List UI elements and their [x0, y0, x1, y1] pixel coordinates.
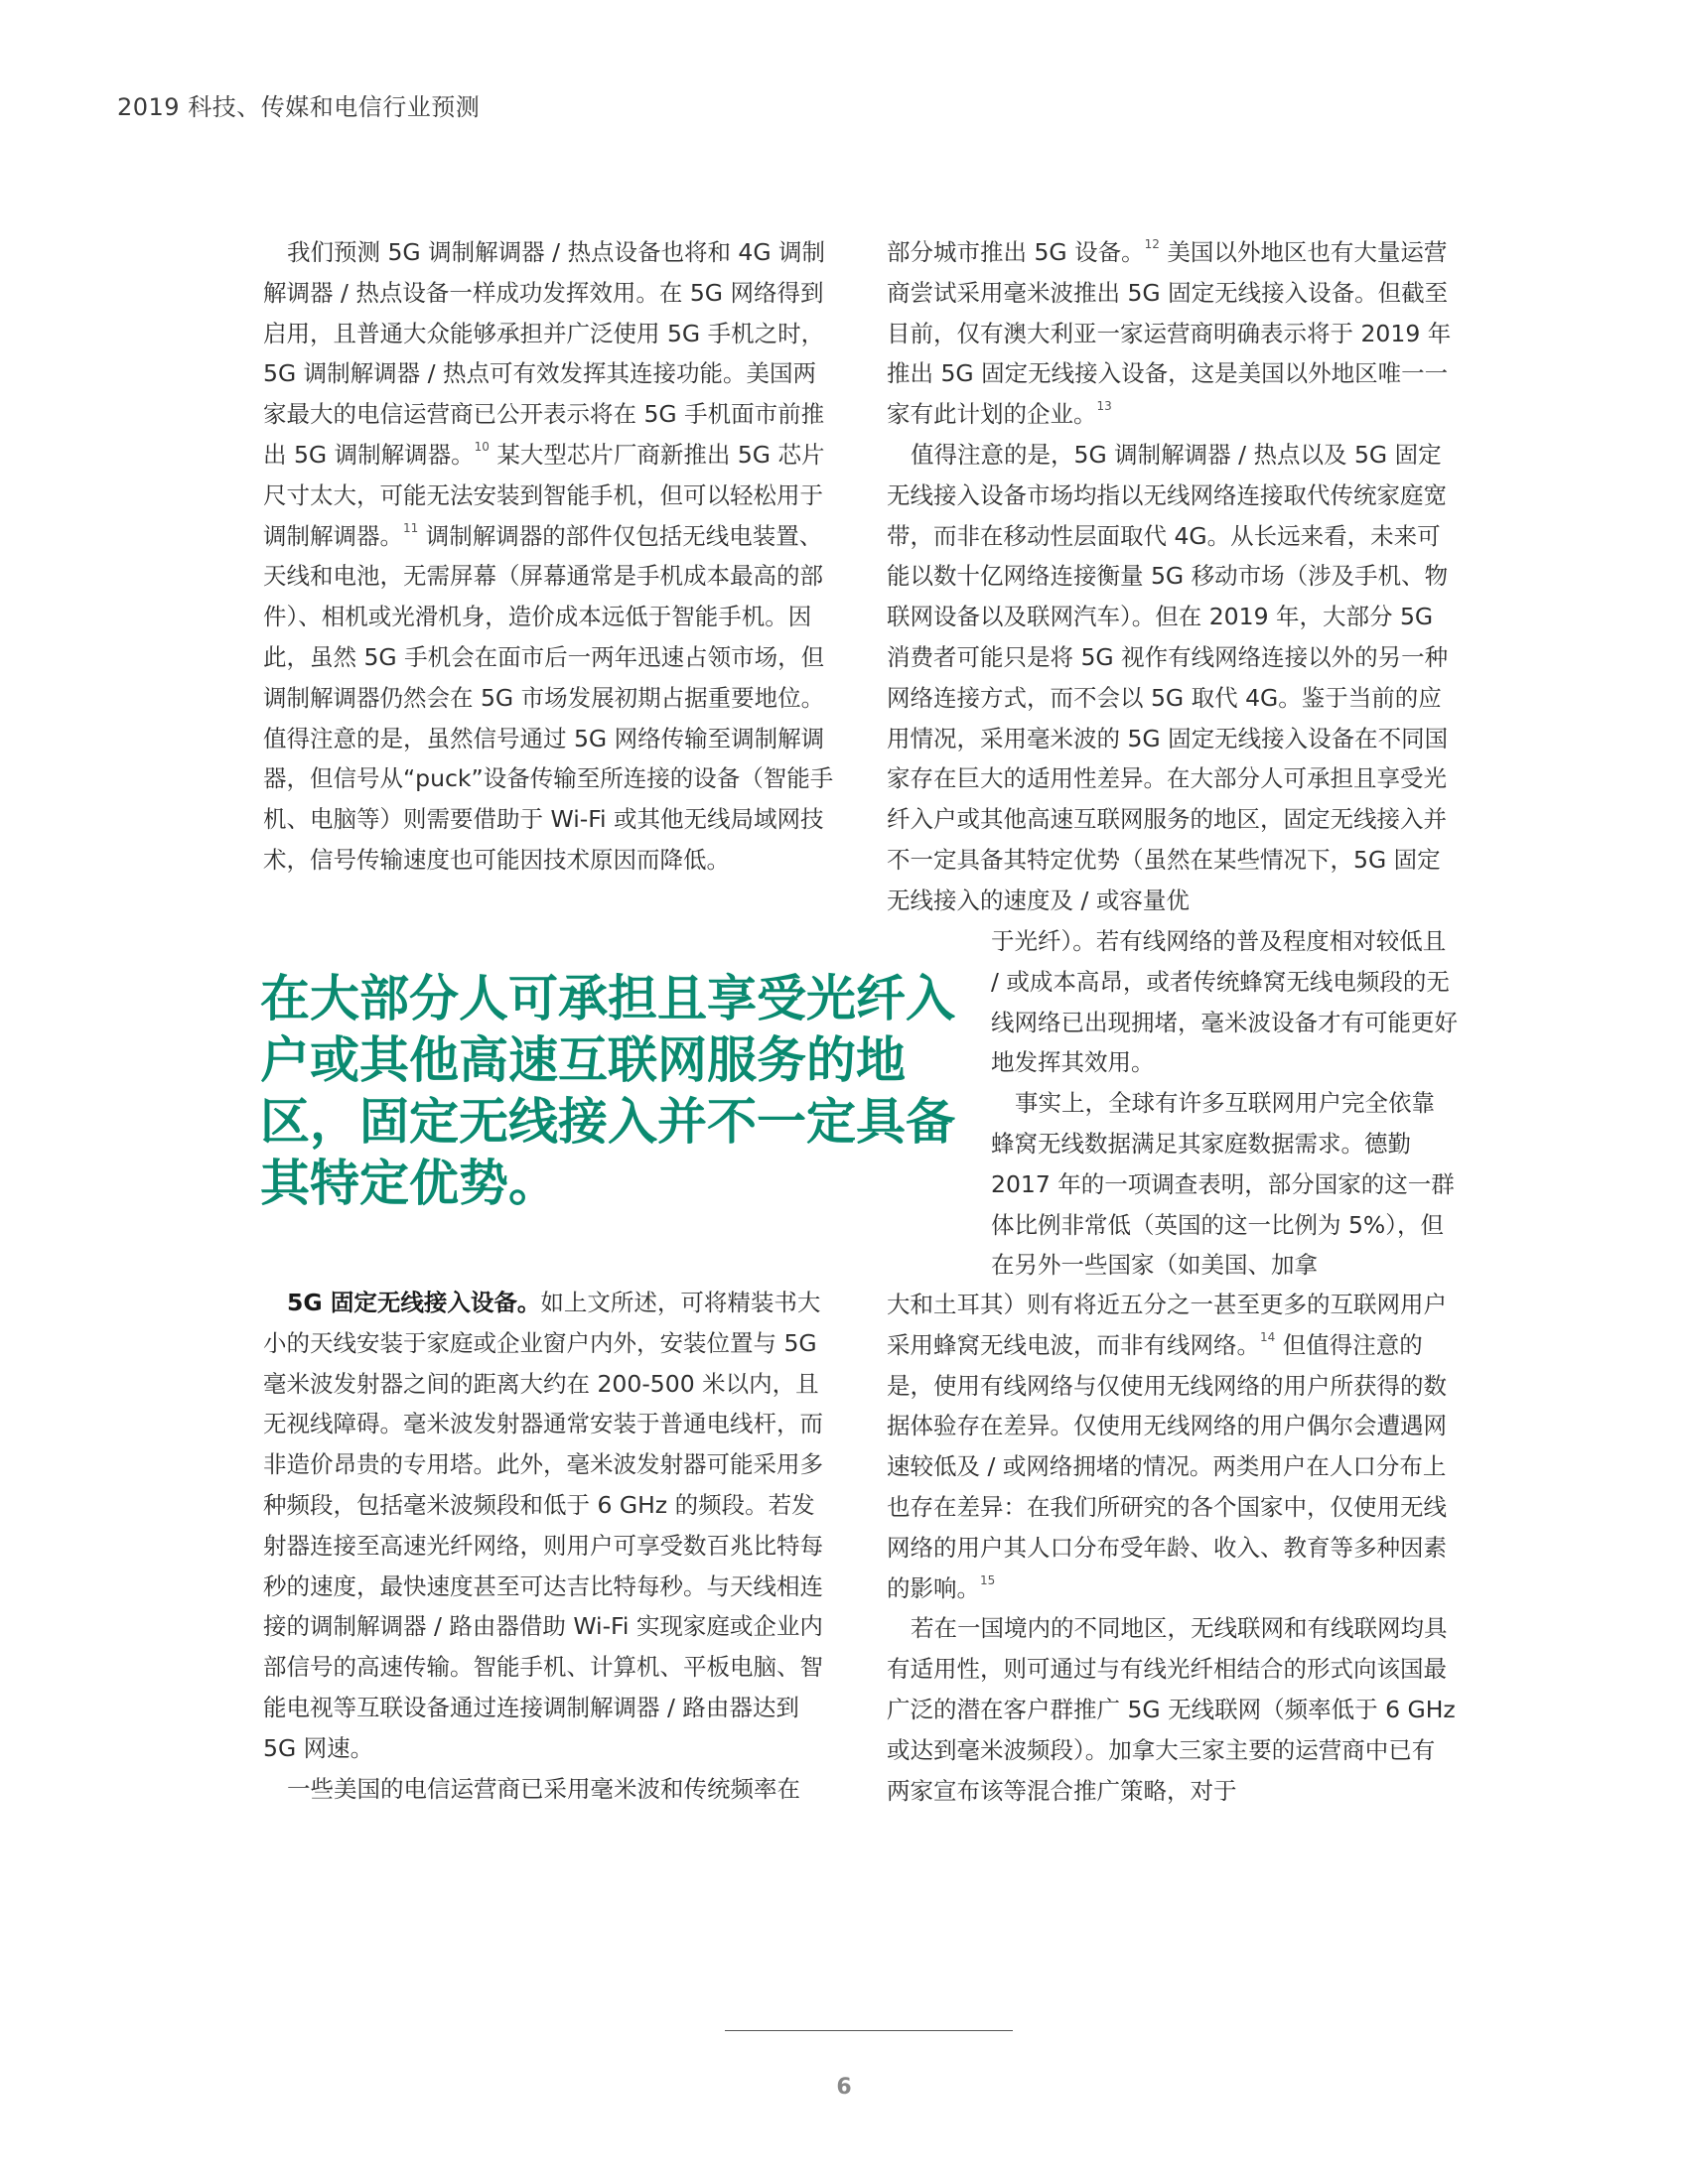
paragraph-5g-modem: 我们预测 5G 调制解调器 / 热点设备也将和 4G 调制解调器 / 热点设备一样成功发挥效用。在 5G 网络得到启用，且普通大众能够承担并广泛使用 5G 手机之时，5G 调制解调器 / 热点可有效发挥其连接功能。美国两家最大的电信运营商已公开表示将在 5G 手机面市前推出 5G 调制解调器。$^{10}$ 某大型芯片厂商新推出 5G 芯片尺寸太大，可能无法安装到智能手机，但可以轻松用于调制解调器。$^{11}$ 调制解调器的部件仅包括无线电装置、天线和电池，无需屏幕（屏幕通常是手机成本最高的部件）、相机或光滑机身，造价成本远低于智能手机。因此，虽然 5G 手机会在面市后一两年迅速占领市场，但调制解调器仍然会在 5G 市场发展初期占据重要地位。值得注意的是，虽然信号通过 5G 网络传输至调制解调器，但信号从“puck”设备传输至所连接的设备（智能手机、电脑等）则需要借助于 Wi-Fi 或其他无线局域网技术，信号传输速度也可能因技术原因而降低。	[263, 238, 834, 874]
footnote-ref: 10	[474, 439, 490, 454]
right-column-top	[887, 232, 1458, 921]
paragraph-note-broadband-cont: 于光纤）。若有线网络的普及程度相对较低且 / 或成本高昂，或者传统蜂窝无线电频段的无线网络已出现拥堵，毫米波设备才有可能更好地发挥其效用。	[991, 927, 1458, 1077]
footer-divider	[725, 2030, 1013, 2031]
paragraph-us-operators: 一些美国的电信运营商已采用毫米波和传统频率在	[287, 1774, 800, 1803]
footnote-ref: 15	[980, 1572, 996, 1587]
page-number: 6	[836, 2075, 852, 2100]
paragraph-outside-us: 部分城市推出 5G 设备。$^{12}$ 美国以外地区也有大量运营商尝试采用毫米波推出 5G 固定无线接入设备。但截至目前，仅有澳大利亚一家运营商明确表示将于 2019 年推出 5G 固定无线接入设备，这是美国以外地区唯一一家有此计划的企业。$^{13}$	[887, 237, 1452, 429]
left-column-top	[263, 232, 834, 881]
footnote-ref: 11	[403, 520, 419, 535]
paragraph-cellular-users-cont: 大和土耳其）则有将近五分之一甚至更多的互联网用户采用蜂窝无线电波，而非有线网络。$^{14}$ 但值得注意的是，使用有线网络与仅使用无线网络的用户所获得的数据体验存在差异。仅使用无线网络的用户偶尔会遭遇网速较低及 / 或网络拥堵的情况。两类用户在人口分布上也存在差异：在我们所研究的各个国家中，仅使用无线网络的用户其人口分布受年龄、收入、教育等多种因素的影响。$^{15}$	[887, 1291, 1447, 1602]
left-column-bottom	[263, 1283, 834, 1809]
paragraph-cellular-users: 事实上，全球有许多互联网用户完全依靠蜂窝无线数据满足其家庭数据需求。德勤 2017 年的一项调查表明，部分国家的这一群体比例非常低（英国的这一比例为 5%），但在另外一些国家（如美国、加拿	[991, 1089, 1455, 1280]
paragraph-hybrid-strategy: 若在一国境内的不同地区，无线联网和有线联网均具有适用性，则可通过与有线光纤相结合的形式向该国最广泛的潜在客户群推广 5G 无线联网（频率低于 6 GHz 或达到毫米波频段）。加拿大三家主要的运营商中已有两家宣布该等混合推广策略，对于	[887, 1614, 1456, 1805]
footnote-ref: 14	[1260, 1329, 1276, 1344]
paragraph-note-broadband: 值得注意的是，5G 调制解调器 / 热点以及 5G 固定无线接入设备市场均指以无线网络连接取代传统家庭宽带，而非在移动性层面取代 4G。从长远来看，未来可能以数十亿网络连接衡量 5G 移动市场（涉及手机、物联网设备以及联网汽车）。但在 2019 年，大部分 5G 消费者可能只是将 5G 视作有线网络连接以外的另一种网络连接方式，而不会以 5G 取代 4G。鉴于当前的应用情况，采用毫米波的 5G 固定无线接入设备在不同国家存在巨大的适用性差异。在大部分人可承担且享受光纤入户或其他高速互联网服务的地区，固定无线接入并不一定具备其特定优势（虽然在某些情况下，5G 固定无线接入的速度及 / 或容量优	[887, 440, 1449, 914]
footnote-ref: 12	[1144, 237, 1160, 251]
pull-quote: 在大部分人可承担且享受光纤入户或其他高速互联网服务的地区，固定无线接入并不一定具备其特定优势。	[260, 970, 955, 1212]
footnote-ref: 13	[1096, 399, 1112, 414]
section-lead: 5G 固定无线接入设备。	[287, 1289, 541, 1316]
right-column-wrap	[991, 921, 1458, 1286]
paragraph-fixed-wireless: 5G 固定无线接入设备。如上文所述，可将精装书大小的天线安装于家庭或企业窗户内外，安装位置与 5G 毫米波发射器之间的距离大约在 200-500 米以内，且无视线障碍。毫米波发射器通常安装于普通电线杆，而非造价昂贵的专用塔。此外，毫米波发射器可能采用多种频段，包括毫米波频段和低于 6 GHz 的频段。若发射器连接至高速光纤网络，则用户可享受数百兆比特每秒的速度，最快速度甚至可达吉比特每秒。与天线相连接的调制解调器 / 路由器借助 Wi-Fi 实现家庭或企业内部信号的高速传输。智能手机、计算机、平板电脑、智能电视等互联设备通过连接调制解调器 / 路由器达到 5G 网速。	[263, 1289, 823, 1762]
running-header: 2019 科技、传媒和电信行业预测	[117, 93, 481, 121]
right-column-bottom	[887, 1285, 1458, 1811]
